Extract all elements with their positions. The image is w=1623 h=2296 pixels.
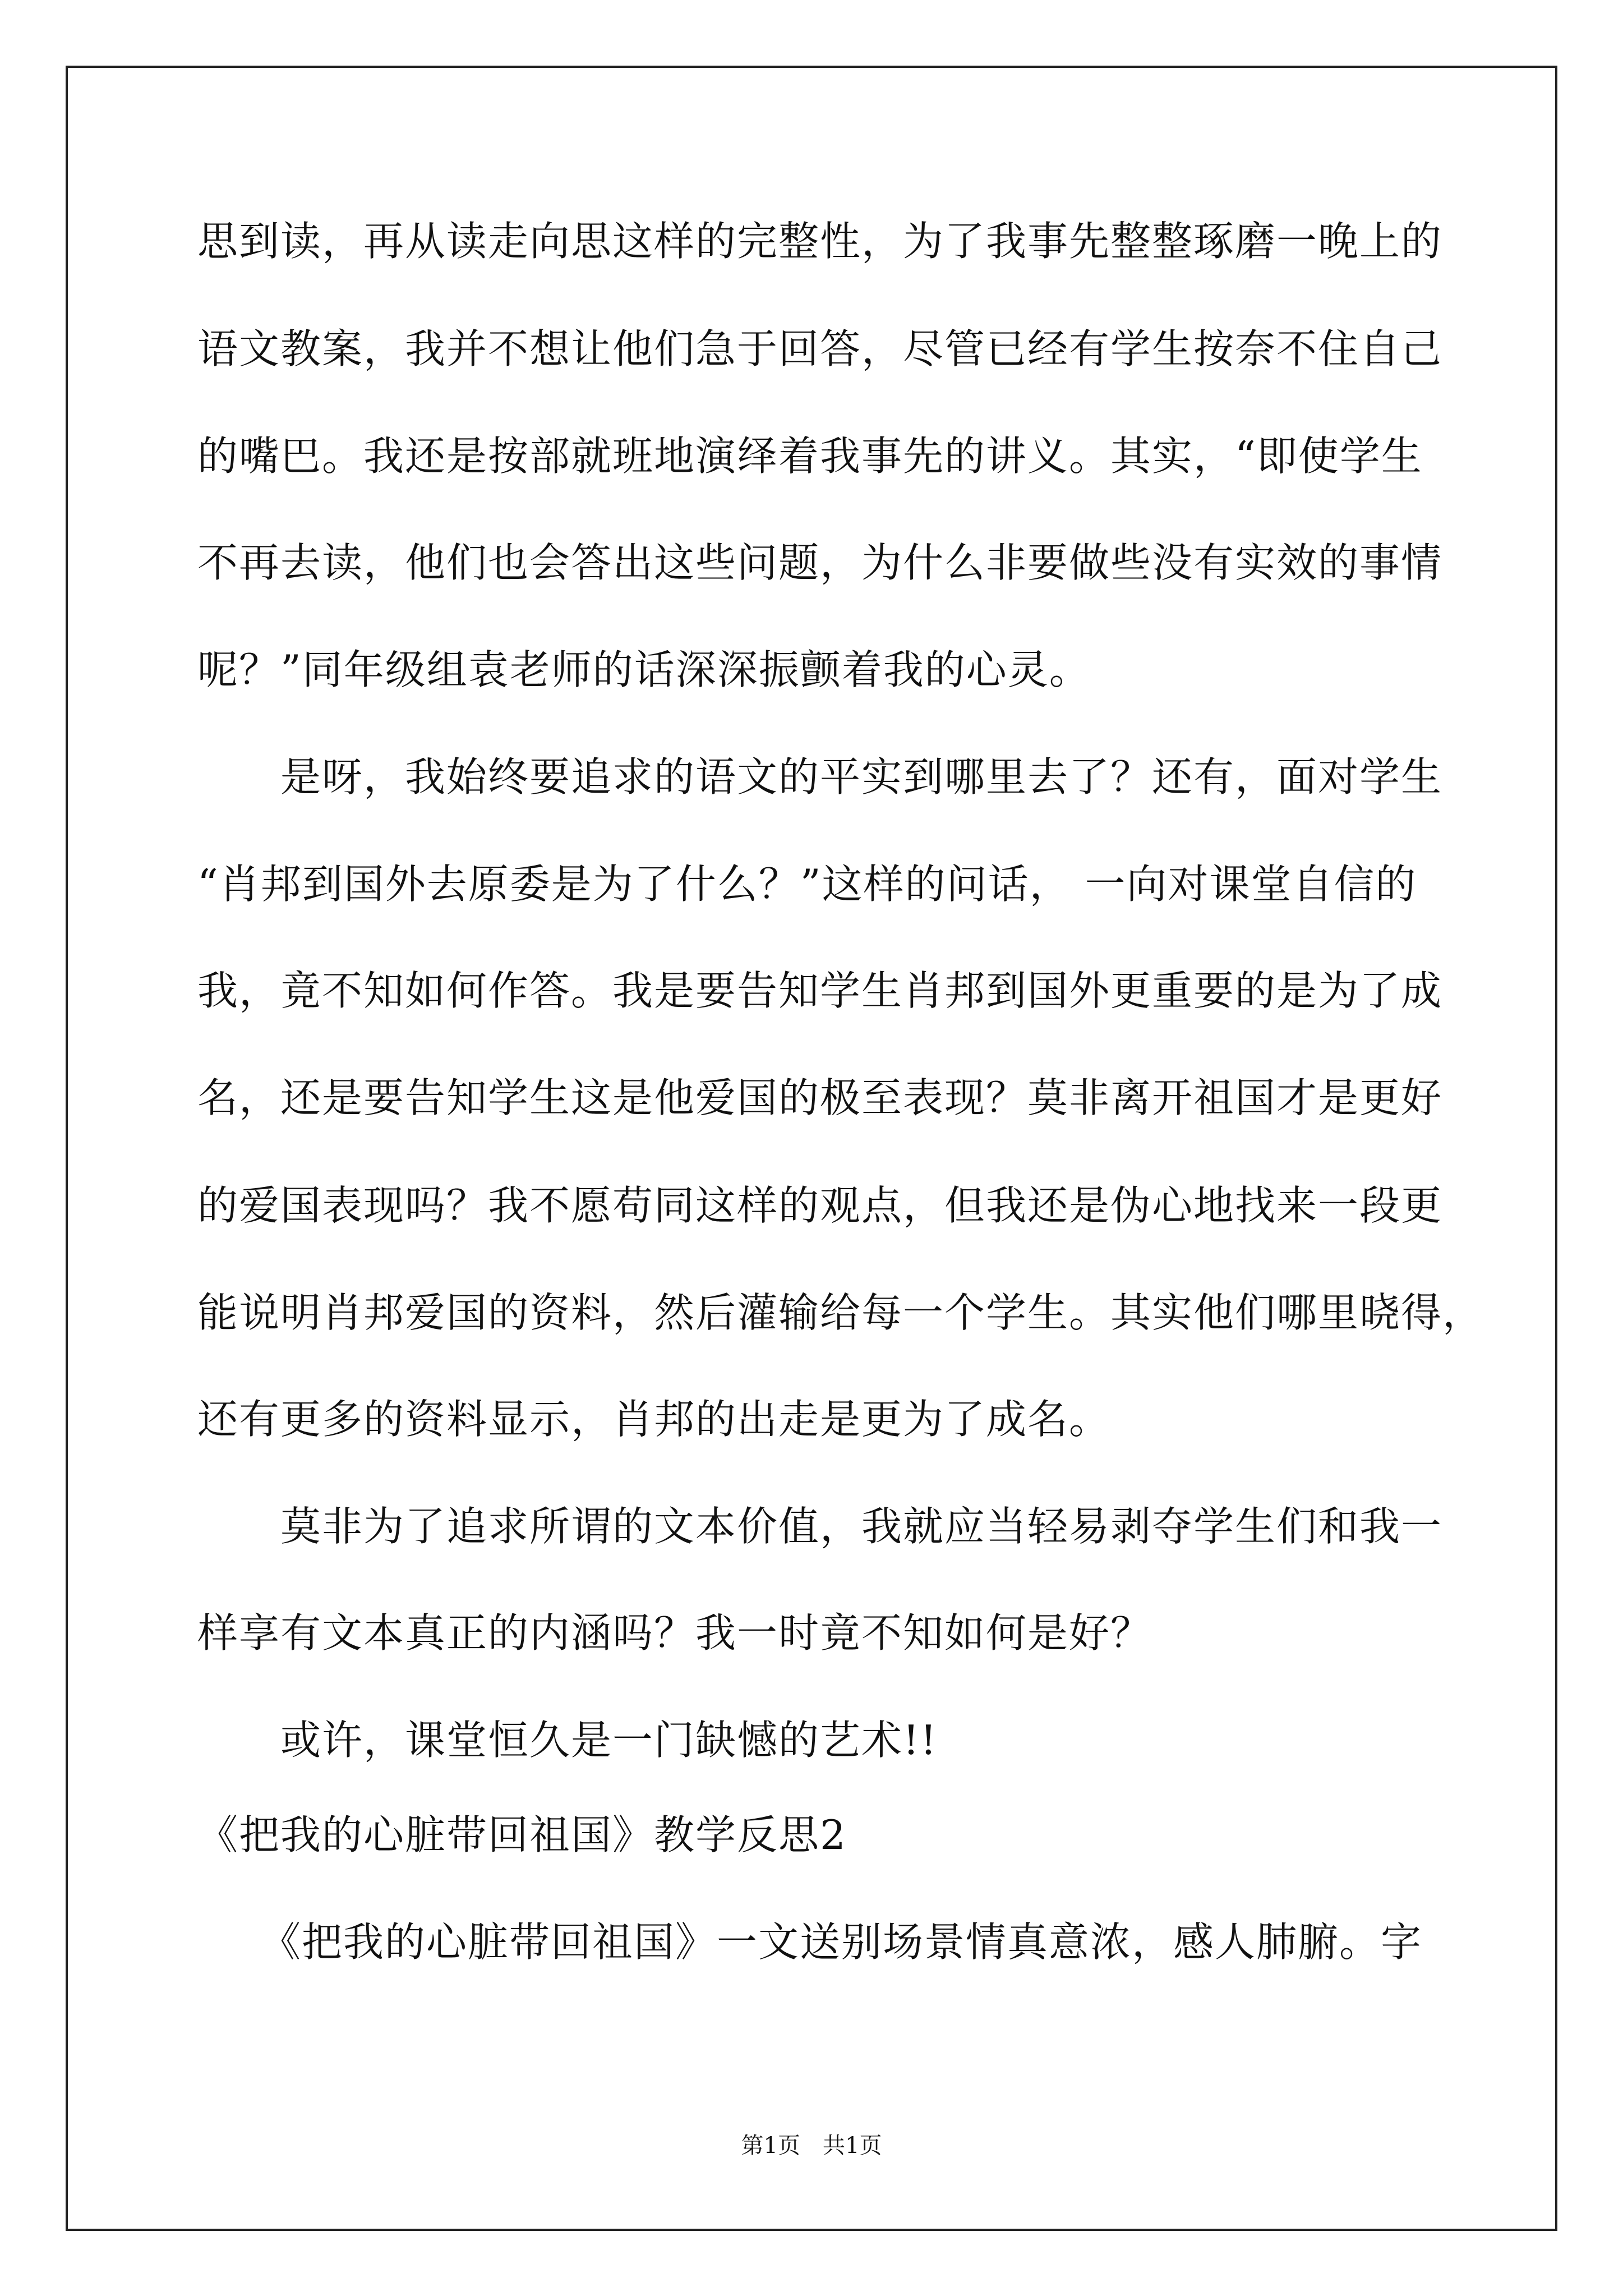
text-line: 我，竟不知如何作答。我是要告知学生肖邦到国外更重要的是为了成 bbox=[197, 967, 1443, 1014]
text-line: 《把我的心脏带回祖国》一文送别场景情真意浓，感人肺腑。字 bbox=[197, 1918, 1423, 1966]
page-border bbox=[66, 66, 1557, 2231]
text-line: 名，还是要告知学生这是他爱国的极至表现？莫非离开祖国才是更好 bbox=[197, 1074, 1443, 1121]
text-line: 样享有文本真正的内涵吗？我一时竟不知如何是好？ bbox=[197, 1609, 1152, 1657]
text-line: “肖邦到国外去原委是为了什么？”这样的问话， 一向对课堂自信的 bbox=[197, 861, 1417, 908]
text-line: 是呀，我始终要追求的语文的平实到哪里去了？还有，面对学生 bbox=[197, 753, 1443, 800]
text-line: 的嘴巴。我还是按部就班地演绎着我事先的讲义。其实，“即使学生 bbox=[197, 432, 1423, 480]
text-line: 呢？”同年级组袁老师的话深深振颤着我的心灵。 bbox=[197, 646, 1091, 693]
section-heading: 《把我的心脏带回祖国》教学反思2 bbox=[197, 1811, 847, 1858]
page-footer: 第1页 共1页 bbox=[741, 2133, 882, 2159]
text-line: 或许，课堂恒久是一门缺憾的艺术!! bbox=[197, 1717, 938, 1764]
text-line: 的爱国表现吗？我不愿苟同这样的观点，但我还是伪心地找来一段更 bbox=[197, 1182, 1443, 1229]
text-line: 语文教案，我并不想让他们急于回答，尽管已经有学生按奈不住自己 bbox=[197, 325, 1443, 372]
text-line: 莫非为了追求所谓的文本价值，我就应当轻易剥夺学生们和我一 bbox=[197, 1503, 1443, 1550]
text-line: 能说明肖邦爱国的资料，然后灌输给每一个学生。其实他们哪里晓得， bbox=[197, 1289, 1484, 1336]
text-line: 不再去读，他们也会答出这些问题，为什么非要做些没有实效的事情 bbox=[197, 539, 1443, 586]
text-line: 思到读，再从读走向思这样的完整性，为了我事先整整琢磨一晚上的 bbox=[197, 218, 1443, 265]
text-line: 还有更多的资料显示，肖邦的出走是更为了成名。 bbox=[197, 1396, 1111, 1443]
